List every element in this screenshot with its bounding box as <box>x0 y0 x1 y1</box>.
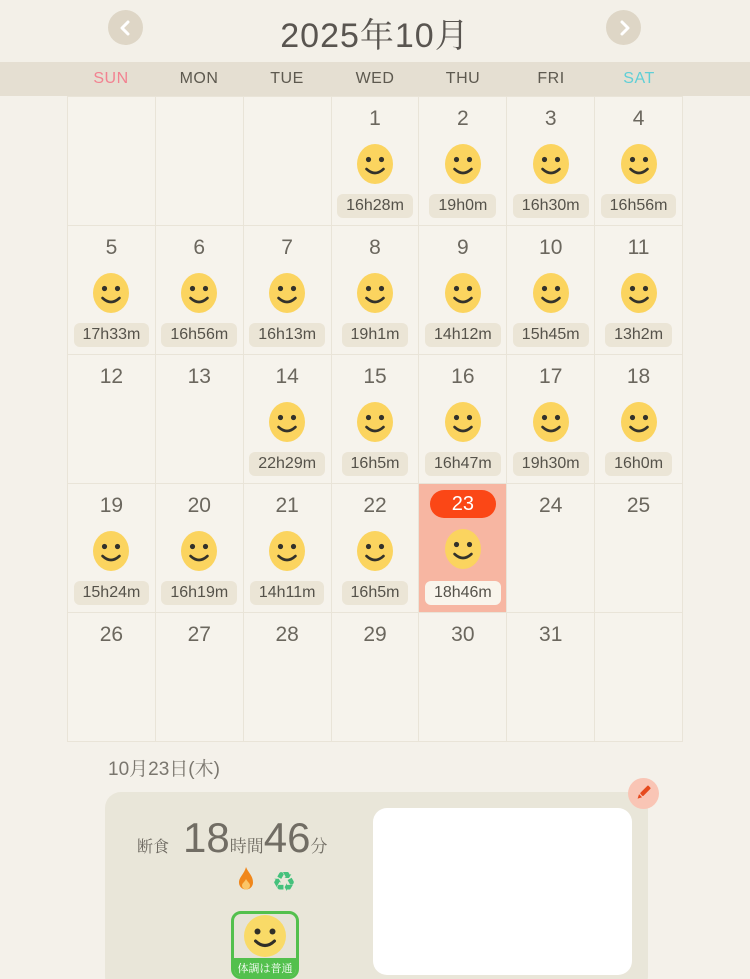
day-number: 4 <box>632 107 645 130</box>
calendar-day-24[interactable] <box>507 484 594 612</box>
fasting-time-badge: 16h30m <box>513 194 589 218</box>
fasting-time-badge: 19h30m <box>513 452 589 476</box>
calendar-day-12[interactable] <box>68 355 155 483</box>
achievement-icons <box>131 866 399 899</box>
mood-smiley-icon <box>268 530 306 577</box>
calendar-day-1[interactable] <box>332 97 419 225</box>
day-number: 1 <box>369 107 381 130</box>
day-number: 3 <box>544 107 557 130</box>
mood-smiley-icon <box>356 530 394 577</box>
mood-smiley-icon <box>532 272 570 319</box>
fasting-duration <box>131 814 399 862</box>
fasting-time-badge: 19h0m <box>429 194 496 218</box>
day-number: 12 <box>99 365 124 388</box>
day-number: 27 <box>187 623 211 646</box>
day-number: 9 <box>457 236 469 259</box>
mood-smiley-icon <box>620 143 658 190</box>
mood-smiley-icon <box>180 530 218 577</box>
fasting-summary <box>131 792 399 979</box>
fasting-time-badge: 16h56m <box>161 323 237 347</box>
mood-smiley-icon <box>444 401 482 448</box>
calendar-day-empty <box>156 97 243 225</box>
calendar-day-13[interactable] <box>156 355 243 483</box>
day-number: 5 <box>105 236 118 259</box>
selected-date-label: 10月23日(木) <box>108 759 220 780</box>
calendar-day-6[interactable] <box>156 226 243 354</box>
fasting-minutes: 46 <box>263 814 311 861</box>
day-number: 14 <box>275 365 299 388</box>
month-title: 2025年10月 <box>280 17 470 55</box>
calendar-day-11[interactable] <box>595 226 682 354</box>
mood-status-label: 体調は普通 <box>234 958 296 979</box>
weekday-label-fri: FRI <box>537 70 565 87</box>
mood-smiley-icon <box>356 401 394 448</box>
flame-icon <box>234 866 258 899</box>
day-number: 15 <box>363 365 387 388</box>
calendar-day-31[interactable] <box>507 613 594 741</box>
mood-smiley-icon <box>532 401 570 448</box>
mood-smiley-icon <box>243 914 287 958</box>
calendar-day-25[interactable] <box>595 484 682 612</box>
day-number: 13 <box>187 365 211 388</box>
fasting-hours-unit: 時間 <box>229 837 264 856</box>
fasting-time-badge: 16h28m <box>337 194 413 218</box>
day-number: 11 <box>627 236 650 259</box>
day-number <box>430 488 496 520</box>
day-number: 21 <box>275 494 299 517</box>
day-number: 17 <box>539 365 563 388</box>
calendar-day-10[interactable] <box>507 226 594 354</box>
mood-smiley-icon <box>92 272 130 319</box>
calendar-day-17[interactable] <box>507 355 594 483</box>
calendar-day-8[interactable] <box>332 226 419 354</box>
mood-smiley-icon <box>356 143 394 190</box>
pencil-icon <box>634 783 653 805</box>
day-number: 18 <box>626 365 651 388</box>
calendar-day-23[interactable] <box>419 484 506 612</box>
fasting-time-badge: 16h56m <box>601 194 677 218</box>
weekday-grid <box>67 62 683 96</box>
weekday-label-tue: TUE <box>270 70 304 87</box>
chevron-right-icon <box>616 19 632 37</box>
mood-smiley-icon <box>180 272 218 319</box>
day-number: 20 <box>187 494 211 517</box>
calendar-day-5[interactable] <box>68 226 155 354</box>
mood-smiley-icon <box>268 272 306 319</box>
day-number: 26 <box>99 623 124 646</box>
calendar-day-18[interactable] <box>595 355 682 483</box>
fasting-time-badge: 16h5m <box>342 452 409 476</box>
mood-smiley-icon <box>444 528 482 575</box>
calendar-day-empty <box>68 97 155 225</box>
weekday-label-mon: MON <box>179 70 219 87</box>
mood-status-box <box>231 911 299 979</box>
fasting-time-badge: 15h45m <box>513 323 589 347</box>
day-number: 6 <box>193 236 206 259</box>
calendar-day-22[interactable] <box>332 484 419 612</box>
fasting-time-badge: 19h1m <box>342 323 409 347</box>
mood-smiley-icon <box>92 530 130 577</box>
calendar-day-empty <box>244 97 331 225</box>
fasting-time-badge: 17h33m <box>74 323 150 347</box>
fasting-time-badge: 16h19m <box>161 581 237 605</box>
day-number: 8 <box>369 236 381 259</box>
day-number: 31 <box>539 623 563 646</box>
edit-button[interactable] <box>628 778 659 809</box>
day-number: 29 <box>363 623 387 646</box>
calendar-day-14[interactable] <box>244 355 331 483</box>
fasting-hours: 18 <box>183 814 230 861</box>
fasting-time-badge: 14h11m <box>250 581 325 605</box>
recycle-icon: ♻ <box>271 867 297 897</box>
calendar-day-26[interactable] <box>68 613 155 741</box>
weekday-label-sat: SAT <box>623 70 655 87</box>
mood-smiley-icon <box>356 272 394 319</box>
calendar-day-19[interactable] <box>68 484 155 612</box>
weekday-label-sun: SUN <box>93 70 129 87</box>
mood-smiley-icon <box>620 401 658 448</box>
fasting-time-badge: 16h5m <box>342 581 409 605</box>
weekday-label-thu: THU <box>445 70 481 87</box>
day-number: 10 <box>539 236 563 259</box>
calendar-day-30[interactable] <box>419 613 506 741</box>
calendar-day-29[interactable] <box>332 613 419 741</box>
calendar-day-2[interactable] <box>419 97 506 225</box>
mood-smiley-icon <box>268 401 306 448</box>
fasting-time-badge: 16h13m <box>249 323 325 347</box>
fasting-time-badge: 14h12m <box>425 323 501 347</box>
calendar-day-21[interactable] <box>244 484 331 612</box>
calendar-day-3[interactable] <box>507 97 594 225</box>
day-number: 24 <box>539 494 563 517</box>
day-number: 19 <box>99 494 124 517</box>
day-number: 16 <box>451 365 475 388</box>
calendar-day-28[interactable] <box>244 613 331 741</box>
mood-smiley-icon <box>620 272 658 319</box>
calendar-day-16[interactable] <box>419 355 506 483</box>
fasting-time-badge: 16h47m <box>425 452 501 476</box>
calendar-day-empty <box>595 613 682 741</box>
day-number: 7 <box>281 236 293 259</box>
calendar-day-4[interactable] <box>595 97 682 225</box>
mood-smiley-icon <box>444 272 482 319</box>
calendar-day-7[interactable] <box>244 226 331 354</box>
day-detail-card <box>105 792 648 979</box>
day-number: 2 <box>457 107 469 130</box>
weekday-bar <box>0 62 750 96</box>
next-month-button[interactable] <box>606 10 641 45</box>
calendar-day-15[interactable] <box>332 355 419 483</box>
day-number: 30 <box>451 623 475 646</box>
fasting-time-badge: 13h2m <box>605 323 672 347</box>
day-number: 28 <box>275 623 299 646</box>
fasting-time-badge: 18h46m <box>425 581 501 605</box>
day-number: 22 <box>363 494 387 517</box>
fasting-time-badge: 22h29m <box>249 452 325 476</box>
mood-smiley-icon <box>532 143 570 190</box>
selected-day-pill: 23 <box>430 490 496 518</box>
calendar-header <box>0 0 750 62</box>
day-number: 25 <box>626 494 651 517</box>
calendar-day-20[interactable] <box>156 484 243 612</box>
fasting-time-badge: 16h0m <box>605 452 672 476</box>
calendar-day-9[interactable] <box>419 226 506 354</box>
weekday-label-wed: WED <box>355 70 395 87</box>
calendar-grid <box>67 96 683 742</box>
fasting-time-badge: 15h24m <box>74 581 150 605</box>
note-panel[interactable] <box>373 808 632 975</box>
mood-smiley-icon <box>444 143 482 190</box>
calendar-day-27[interactable] <box>156 613 243 741</box>
fasting-minutes-unit: 分 <box>310 837 328 856</box>
fasting-label: 断食 <box>137 839 170 856</box>
